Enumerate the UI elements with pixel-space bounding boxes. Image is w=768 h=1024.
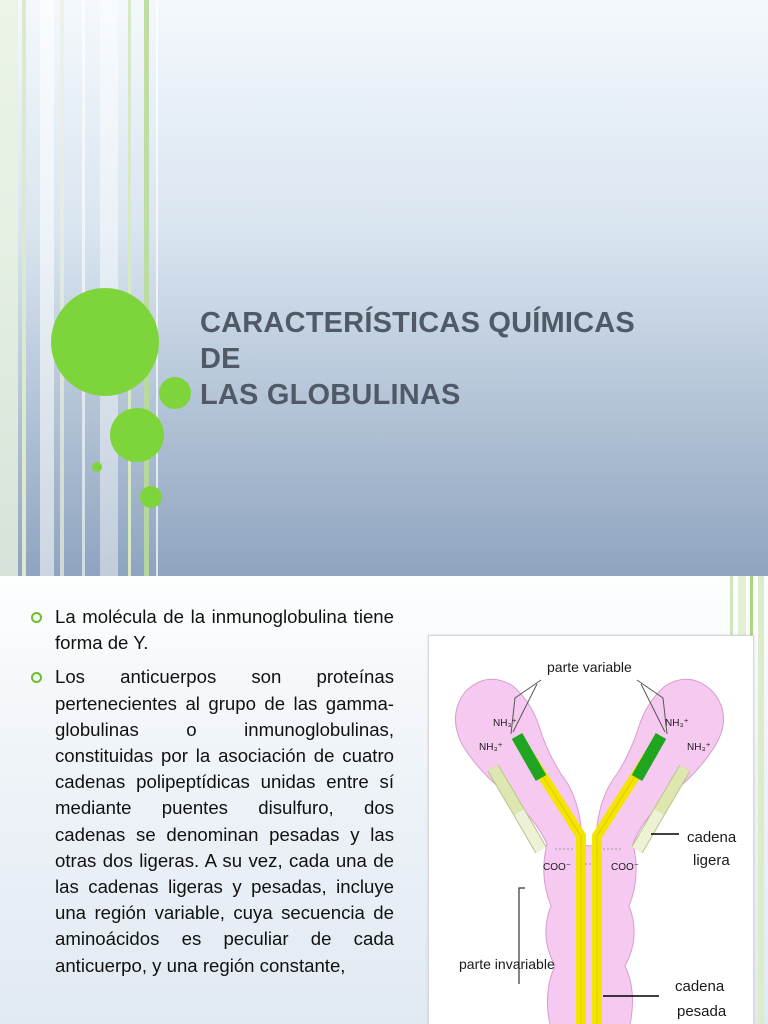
label-nh3-right-1: NH₃⁺ [665,718,689,729]
medium-circle [159,377,191,409]
label-nh3-right-2: NH₃⁺ [687,742,711,753]
label-parte-invariable: parte invariable [459,956,555,972]
bullet-list [30,604,394,987]
label-coo-right: COO⁻ [611,862,640,873]
bullet-circle-icon [31,612,42,623]
antibody-structure-figure [429,636,753,1024]
label-coo-left: COO⁻ [543,862,572,873]
small-circle [92,462,102,472]
label-cadena-ligera-2: ligera [693,852,730,869]
label-cadena-pesada-1: cadena [675,978,725,995]
bullet-text: La molécula de la inmunoglobulina tiene forma de Y. [55,606,394,654]
antibody-region [455,679,723,1024]
small-circle-2 [140,486,162,508]
label-cadena-pesada-2: pesada [677,1003,727,1020]
label-nh3-left-1: NH₃⁺ [493,718,517,729]
label-cadena-ligera-1: cadena [687,829,737,846]
content-slide [0,576,768,1024]
label-nh3-left-2: NH₃⁺ [479,742,503,753]
list-item [30,664,394,978]
title-line-2: DE [200,343,241,375]
medium-circle-2 [110,408,164,462]
list-item [30,604,394,656]
bullet-circle-icon [31,672,42,683]
title-line-1: CARACTERÍSTICAS QUÍMICAS [200,307,635,339]
bullet-text: Los anticuerpos son proteínas pertenecientes al grupo de las gamma-globulinas o inmunoglobulinas, constituidas por la asociación de cuatro cadenas polipeptídicas unidas entre sí mediante puentes disulfuro, dos cadenas se denominan pesadas y las otras dos ligeras. A su vez, cada una de las cadenas ligeras y pesadas, incluye una región variable, cuya secuencia de aminoácidos es peculiar de cada anticuerpo, y una región constante, [55,666,394,976]
title-line-3: LAS GLOBULINAS [200,379,461,411]
large-circle [51,288,159,396]
slide-title [200,305,740,413]
antibody-diagram [428,635,754,1024]
decorative-circles [0,0,220,576]
label-parte-variable: parte variable [547,659,632,675]
